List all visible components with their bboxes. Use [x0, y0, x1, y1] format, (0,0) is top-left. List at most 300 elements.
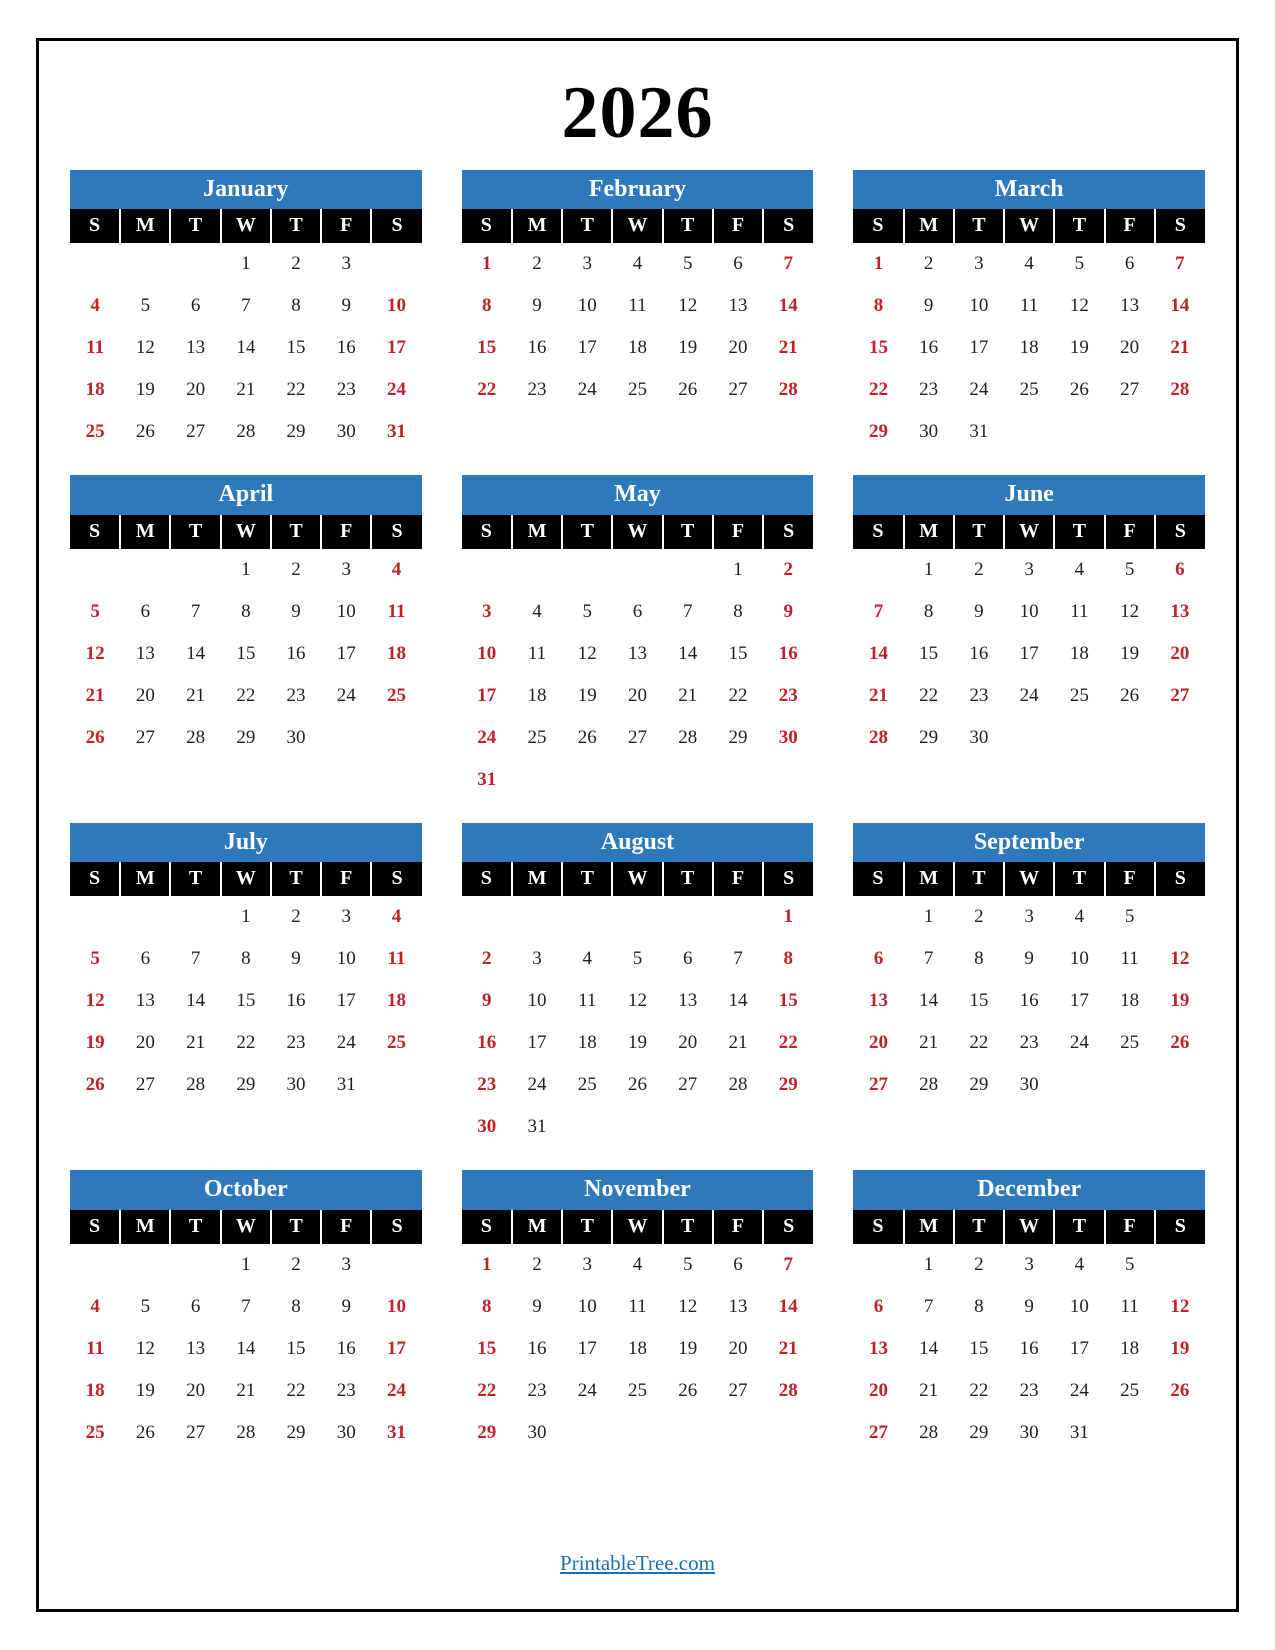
- day-cell[interactable]: 5: [1124, 906, 1135, 928]
- day-cell[interactable]: 26: [1170, 1379, 1190, 1401]
- day-cell[interactable]: 24: [577, 379, 597, 401]
- day-cell[interactable]: 20: [1120, 337, 1140, 359]
- day-cell[interactable]: 29: [236, 1074, 256, 1096]
- day-cell[interactable]: 20: [868, 1379, 888, 1401]
- day-cell[interactable]: 4: [632, 1253, 643, 1275]
- day-cell[interactable]: 25: [85, 1421, 105, 1443]
- day-cell[interactable]: 26: [577, 726, 597, 748]
- day-cell[interactable]: 10: [969, 295, 989, 317]
- day-cell[interactable]: 29: [728, 726, 748, 748]
- day-cell[interactable]: 22: [286, 1379, 306, 1401]
- day-cell[interactable]: 25: [387, 1032, 407, 1054]
- day-cell[interactable]: 17: [527, 1032, 547, 1054]
- day-cell[interactable]: 23: [336, 379, 356, 401]
- day-cell[interactable]: 20: [728, 337, 748, 359]
- day-cell[interactable]: 16: [778, 642, 798, 664]
- day-cell[interactable]: 3: [1024, 558, 1034, 580]
- day-cell[interactable]: 27: [868, 1074, 888, 1096]
- day-cell[interactable]: 11: [86, 1337, 105, 1359]
- day-cell[interactable]: 16: [1019, 1337, 1039, 1359]
- day-cell[interactable]: 26: [85, 726, 105, 748]
- day-cell[interactable]: 16: [527, 1337, 547, 1359]
- day-cell[interactable]: 3: [1024, 906, 1034, 928]
- day-cell[interactable]: 13: [678, 990, 698, 1012]
- day-cell[interactable]: 5: [632, 948, 643, 970]
- day-cell[interactable]: 21: [919, 1379, 939, 1401]
- day-cell[interactable]: 4: [391, 906, 402, 928]
- day-cell[interactable]: 25: [387, 684, 407, 706]
- day-cell[interactable]: 4: [391, 558, 402, 580]
- day-cell[interactable]: 8: [974, 948, 984, 970]
- day-cell[interactable]: 15: [969, 1337, 989, 1359]
- day-cell[interactable]: 26: [1170, 1032, 1190, 1054]
- day-cell[interactable]: 11: [1120, 948, 1139, 970]
- day-cell[interactable]: 3: [341, 906, 352, 928]
- day-cell[interactable]: 28: [236, 1421, 256, 1443]
- day-cell[interactable]: 18: [627, 337, 647, 359]
- day-cell[interactable]: 17: [1069, 1337, 1089, 1359]
- day-cell[interactable]: 25: [1069, 684, 1089, 706]
- day-cell[interactable]: 20: [1170, 642, 1190, 664]
- day-cell[interactable]: 5: [582, 600, 592, 622]
- day-cell[interactable]: 23: [477, 1074, 497, 1096]
- day-cell[interactable]: 24: [336, 1032, 356, 1054]
- day-cell[interactable]: 22: [868, 379, 888, 401]
- day-cell[interactable]: 22: [919, 684, 939, 706]
- day-cell[interactable]: 22: [236, 684, 256, 706]
- day-cell[interactable]: 27: [1170, 684, 1190, 706]
- day-cell[interactable]: 22: [286, 379, 306, 401]
- day-cell[interactable]: 30: [286, 1074, 306, 1096]
- day-cell[interactable]: 20: [186, 379, 206, 401]
- day-cell[interactable]: 18: [387, 990, 407, 1012]
- day-cell[interactable]: 15: [778, 990, 798, 1012]
- day-cell[interactable]: 12: [678, 295, 698, 317]
- day-cell[interactable]: 4: [90, 295, 100, 317]
- day-cell[interactable]: 13: [186, 337, 206, 359]
- day-cell[interactable]: 12: [577, 642, 597, 664]
- day-cell[interactable]: 21: [868, 684, 888, 706]
- day-cell[interactable]: 27: [627, 726, 647, 748]
- day-cell[interactable]: 30: [969, 726, 989, 748]
- day-cell[interactable]: 11: [578, 990, 597, 1012]
- day-cell[interactable]: 22: [728, 684, 748, 706]
- day-cell[interactable]: 9: [532, 1295, 542, 1317]
- day-cell[interactable]: 31: [336, 1074, 356, 1096]
- day-cell[interactable]: 1: [923, 1253, 934, 1275]
- day-cell[interactable]: 19: [1170, 1337, 1190, 1359]
- day-cell[interactable]: 7: [783, 1253, 793, 1275]
- day-cell[interactable]: 8: [241, 600, 251, 622]
- day-cell[interactable]: 29: [477, 1421, 497, 1443]
- day-cell[interactable]: 21: [778, 1337, 798, 1359]
- day-cell[interactable]: 29: [286, 1421, 306, 1443]
- day-cell[interactable]: 21: [85, 684, 105, 706]
- day-cell[interactable]: 10: [527, 990, 547, 1012]
- day-cell[interactable]: 14: [919, 990, 939, 1012]
- day-cell[interactable]: 6: [733, 1253, 743, 1275]
- day-cell[interactable]: 15: [286, 337, 306, 359]
- day-cell[interactable]: 26: [135, 421, 155, 443]
- day-cell[interactable]: 18: [1069, 642, 1089, 664]
- day-cell[interactable]: 27: [186, 421, 206, 443]
- day-cell[interactable]: 25: [627, 379, 647, 401]
- day-cell[interactable]: 9: [341, 295, 352, 317]
- day-cell[interactable]: 17: [577, 337, 597, 359]
- day-cell[interactable]: 29: [919, 726, 939, 748]
- day-cell[interactable]: 1: [241, 906, 251, 928]
- day-cell[interactable]: 11: [1070, 600, 1089, 622]
- day-cell[interactable]: 23: [336, 1379, 356, 1401]
- day-cell[interactable]: 22: [477, 1379, 497, 1401]
- day-cell[interactable]: 10: [577, 295, 597, 317]
- day-cell[interactable]: 7: [241, 295, 251, 317]
- day-cell[interactable]: 12: [85, 642, 105, 664]
- day-cell[interactable]: 31: [1069, 1421, 1089, 1443]
- day-cell[interactable]: 23: [969, 684, 989, 706]
- day-cell[interactable]: 30: [336, 1421, 356, 1443]
- day-cell[interactable]: 13: [868, 1337, 888, 1359]
- day-cell[interactable]: 26: [135, 1421, 155, 1443]
- day-cell[interactable]: 17: [387, 337, 407, 359]
- day-cell[interactable]: 8: [241, 948, 251, 970]
- day-cell[interactable]: 21: [236, 379, 256, 401]
- day-cell[interactable]: 24: [336, 684, 356, 706]
- day-cell[interactable]: 29: [778, 1074, 798, 1096]
- day-cell[interactable]: 13: [186, 1337, 206, 1359]
- day-cell[interactable]: 14: [728, 990, 748, 1012]
- day-cell[interactable]: 3: [341, 558, 352, 580]
- day-cell[interactable]: 12: [1120, 600, 1140, 622]
- day-cell[interactable]: 18: [1120, 990, 1140, 1012]
- day-cell[interactable]: 4: [1024, 253, 1034, 275]
- day-cell[interactable]: 2: [783, 558, 793, 580]
- day-cell[interactable]: 6: [190, 295, 201, 317]
- day-cell[interactable]: 2: [291, 253, 301, 275]
- day-cell[interactable]: 24: [1069, 1379, 1089, 1401]
- day-cell[interactable]: 31: [387, 1421, 407, 1443]
- day-cell[interactable]: 3: [532, 948, 542, 970]
- day-cell[interactable]: 25: [577, 1074, 597, 1096]
- day-cell[interactable]: 25: [1019, 379, 1039, 401]
- day-cell[interactable]: 1: [482, 1253, 492, 1275]
- day-cell[interactable]: 28: [778, 1379, 798, 1401]
- day-cell[interactable]: 26: [678, 379, 698, 401]
- day-cell[interactable]: 5: [140, 295, 151, 317]
- day-cell[interactable]: 3: [341, 1253, 352, 1275]
- day-cell[interactable]: 3: [341, 253, 352, 275]
- day-cell[interactable]: 17: [1019, 642, 1039, 664]
- day-cell[interactable]: 8: [291, 295, 301, 317]
- day-cell[interactable]: 30: [477, 1116, 497, 1138]
- day-cell[interactable]: 24: [969, 379, 989, 401]
- day-cell[interactable]: 2: [923, 253, 934, 275]
- day-cell[interactable]: 16: [286, 642, 306, 664]
- day-cell[interactable]: 9: [291, 600, 301, 622]
- day-cell[interactable]: 19: [678, 1337, 698, 1359]
- day-cell[interactable]: 5: [90, 948, 100, 970]
- day-cell[interactable]: 22: [969, 1379, 989, 1401]
- day-cell[interactable]: 15: [236, 642, 256, 664]
- day-cell[interactable]: 21: [778, 337, 798, 359]
- day-cell[interactable]: 5: [1124, 1253, 1135, 1275]
- day-cell[interactable]: 21: [186, 684, 206, 706]
- day-cell[interactable]: 12: [135, 337, 155, 359]
- day-cell[interactable]: 7: [190, 600, 201, 622]
- day-cell[interactable]: 30: [286, 726, 306, 748]
- day-cell[interactable]: 25: [527, 726, 547, 748]
- day-cell[interactable]: 3: [582, 253, 592, 275]
- day-cell[interactable]: 6: [682, 948, 693, 970]
- day-cell[interactable]: 29: [236, 726, 256, 748]
- day-cell[interactable]: 24: [577, 1379, 597, 1401]
- day-cell[interactable]: 7: [873, 600, 884, 622]
- day-cell[interactable]: 19: [577, 684, 597, 706]
- day-cell[interactable]: 7: [923, 948, 934, 970]
- day-cell[interactable]: 24: [1019, 684, 1039, 706]
- day-cell[interactable]: 12: [1069, 295, 1089, 317]
- day-cell[interactable]: 12: [1170, 1295, 1190, 1317]
- day-cell[interactable]: 10: [577, 1295, 597, 1317]
- day-cell[interactable]: 2: [974, 558, 984, 580]
- day-cell[interactable]: 6: [140, 600, 151, 622]
- day-cell[interactable]: 19: [135, 379, 155, 401]
- day-cell[interactable]: 11: [628, 1295, 647, 1317]
- day-cell[interactable]: 13: [868, 990, 888, 1012]
- day-cell[interactable]: 9: [532, 295, 542, 317]
- day-cell[interactable]: 30: [527, 1421, 547, 1443]
- day-cell[interactable]: 24: [387, 379, 407, 401]
- day-cell[interactable]: 2: [974, 1253, 984, 1275]
- day-cell[interactable]: 29: [969, 1074, 989, 1096]
- day-cell[interactable]: 27: [135, 1074, 155, 1096]
- day-cell[interactable]: 8: [482, 1295, 492, 1317]
- day-cell[interactable]: 25: [1120, 1379, 1140, 1401]
- day-cell[interactable]: 11: [1020, 295, 1039, 317]
- day-cell[interactable]: 15: [477, 337, 497, 359]
- day-cell[interactable]: 3: [582, 1253, 592, 1275]
- day-cell[interactable]: 2: [291, 906, 301, 928]
- day-cell[interactable]: 13: [728, 295, 748, 317]
- day-cell[interactable]: 21: [236, 1379, 256, 1401]
- day-cell[interactable]: 20: [135, 1032, 155, 1054]
- day-cell[interactable]: 28: [778, 379, 798, 401]
- day-cell[interactable]: 6: [873, 948, 884, 970]
- day-cell[interactable]: 28: [186, 1074, 206, 1096]
- day-cell[interactable]: 1: [873, 253, 884, 275]
- day-cell[interactable]: 4: [632, 253, 643, 275]
- day-cell[interactable]: 25: [627, 1379, 647, 1401]
- day-cell[interactable]: 31: [969, 421, 989, 443]
- day-cell[interactable]: 27: [728, 379, 748, 401]
- day-cell[interactable]: 1: [241, 1253, 251, 1275]
- day-cell[interactable]: 21: [678, 684, 698, 706]
- day-cell[interactable]: 4: [1074, 558, 1085, 580]
- day-cell[interactable]: 21: [728, 1032, 748, 1054]
- day-cell[interactable]: 1: [733, 558, 743, 580]
- day-cell[interactable]: 18: [85, 1379, 105, 1401]
- day-cell[interactable]: 29: [969, 1421, 989, 1443]
- day-cell[interactable]: 13: [135, 990, 155, 1012]
- day-cell[interactable]: 16: [969, 642, 989, 664]
- day-cell[interactable]: 2: [532, 253, 542, 275]
- day-cell[interactable]: 9: [341, 1295, 352, 1317]
- day-cell[interactable]: 14: [236, 337, 256, 359]
- day-cell[interactable]: 10: [1069, 948, 1089, 970]
- day-cell[interactable]: 6: [190, 1295, 201, 1317]
- day-cell[interactable]: 12: [85, 990, 105, 1012]
- day-cell[interactable]: 30: [919, 421, 939, 443]
- day-cell[interactable]: 6: [733, 253, 743, 275]
- day-cell[interactable]: 23: [1019, 1379, 1039, 1401]
- day-cell[interactable]: 16: [336, 1337, 356, 1359]
- day-cell[interactable]: 1: [241, 253, 251, 275]
- day-cell[interactable]: 15: [236, 990, 256, 1012]
- day-cell[interactable]: 17: [477, 684, 497, 706]
- day-cell[interactable]: 30: [336, 421, 356, 443]
- day-cell[interactable]: 24: [1069, 1032, 1089, 1054]
- day-cell[interactable]: 26: [627, 1074, 647, 1096]
- day-cell[interactable]: 12: [135, 1337, 155, 1359]
- day-cell[interactable]: 11: [387, 948, 406, 970]
- day-cell[interactable]: 19: [1120, 642, 1140, 664]
- day-cell[interactable]: 14: [778, 295, 798, 317]
- day-cell[interactable]: 9: [482, 990, 492, 1012]
- day-cell[interactable]: 12: [627, 990, 647, 1012]
- day-cell[interactable]: 16: [1019, 990, 1039, 1012]
- day-cell[interactable]: 23: [286, 684, 306, 706]
- day-cell[interactable]: 31: [527, 1116, 547, 1138]
- day-cell[interactable]: 18: [1019, 337, 1039, 359]
- day-cell[interactable]: 18: [527, 684, 547, 706]
- day-cell[interactable]: 4: [1074, 906, 1085, 928]
- day-cell[interactable]: 13: [627, 642, 647, 664]
- day-cell[interactable]: 4: [532, 600, 542, 622]
- day-cell[interactable]: 6: [873, 1295, 884, 1317]
- day-cell[interactable]: 3: [974, 253, 984, 275]
- day-cell[interactable]: 25: [85, 421, 105, 443]
- day-cell[interactable]: 18: [387, 642, 407, 664]
- day-cell[interactable]: 4: [1074, 1253, 1085, 1275]
- day-cell[interactable]: 3: [1024, 1253, 1034, 1275]
- day-cell[interactable]: 28: [868, 726, 888, 748]
- day-cell[interactable]: 22: [236, 1032, 256, 1054]
- day-cell[interactable]: 22: [969, 1032, 989, 1054]
- day-cell[interactable]: 6: [140, 948, 151, 970]
- day-cell[interactable]: 15: [868, 337, 888, 359]
- day-cell[interactable]: 15: [919, 642, 939, 664]
- day-cell[interactable]: 6: [632, 600, 643, 622]
- day-cell[interactable]: 8: [482, 295, 492, 317]
- day-cell[interactable]: 14: [678, 642, 698, 664]
- day-cell[interactable]: 7: [241, 1295, 251, 1317]
- day-cell[interactable]: 15: [969, 990, 989, 1012]
- day-cell[interactable]: 23: [919, 379, 939, 401]
- day-cell[interactable]: 27: [1120, 379, 1140, 401]
- day-cell[interactable]: 13: [135, 642, 155, 664]
- day-cell[interactable]: 5: [1124, 558, 1135, 580]
- day-cell[interactable]: 22: [477, 379, 497, 401]
- day-cell[interactable]: 29: [868, 421, 888, 443]
- day-cell[interactable]: 10: [477, 642, 497, 664]
- day-cell[interactable]: 5: [140, 1295, 151, 1317]
- day-cell[interactable]: 26: [85, 1074, 105, 1096]
- day-cell[interactable]: 31: [387, 421, 407, 443]
- day-cell[interactable]: 29: [286, 421, 306, 443]
- day-cell[interactable]: 17: [387, 1337, 407, 1359]
- day-cell[interactable]: 23: [527, 379, 547, 401]
- day-cell[interactable]: 1: [241, 558, 251, 580]
- day-cell[interactable]: 16: [919, 337, 939, 359]
- day-cell[interactable]: 8: [974, 1295, 984, 1317]
- day-cell[interactable]: 16: [336, 337, 356, 359]
- day-cell[interactable]: 31: [477, 768, 497, 790]
- day-cell[interactable]: 22: [778, 1032, 798, 1054]
- day-cell[interactable]: 14: [778, 1295, 798, 1317]
- day-cell[interactable]: 7: [190, 948, 201, 970]
- day-cell[interactable]: 26: [1120, 684, 1140, 706]
- day-cell[interactable]: 2: [532, 1253, 542, 1275]
- day-cell[interactable]: 21: [186, 1032, 206, 1054]
- day-cell[interactable]: 19: [1069, 337, 1089, 359]
- day-cell[interactable]: 14: [868, 642, 888, 664]
- day-cell[interactable]: 28: [186, 726, 206, 748]
- day-cell[interactable]: 26: [1069, 379, 1089, 401]
- day-cell[interactable]: 12: [1170, 948, 1190, 970]
- day-cell[interactable]: 3: [482, 600, 492, 622]
- day-cell[interactable]: 5: [682, 1253, 693, 1275]
- day-cell[interactable]: 5: [90, 600, 100, 622]
- day-cell[interactable]: 11: [628, 295, 647, 317]
- day-cell[interactable]: 18: [85, 379, 105, 401]
- day-cell[interactable]: 1: [923, 558, 934, 580]
- day-cell[interactable]: 5: [682, 253, 693, 275]
- day-cell[interactable]: 10: [1069, 1295, 1089, 1317]
- day-cell[interactable]: 30: [1019, 1074, 1039, 1096]
- day-cell[interactable]: 15: [728, 642, 748, 664]
- day-cell[interactable]: 8: [733, 600, 743, 622]
- day-cell[interactable]: 13: [728, 1295, 748, 1317]
- day-cell[interactable]: 1: [482, 253, 492, 275]
- day-cell[interactable]: 8: [291, 1295, 301, 1317]
- day-cell[interactable]: 16: [527, 337, 547, 359]
- day-cell[interactable]: 1: [783, 906, 793, 928]
- day-cell[interactable]: 23: [778, 684, 798, 706]
- day-cell[interactable]: 10: [1019, 600, 1039, 622]
- day-cell[interactable]: 1: [923, 906, 934, 928]
- day-cell[interactable]: 10: [387, 1295, 407, 1317]
- day-cell[interactable]: 11: [1120, 1295, 1139, 1317]
- day-cell[interactable]: 7: [733, 948, 743, 970]
- day-cell[interactable]: 20: [728, 1337, 748, 1359]
- day-cell[interactable]: 18: [627, 1337, 647, 1359]
- day-cell[interactable]: 20: [135, 684, 155, 706]
- day-cell[interactable]: 28: [236, 421, 256, 443]
- day-cell[interactable]: 25: [1120, 1032, 1140, 1054]
- day-cell[interactable]: 18: [577, 1032, 597, 1054]
- day-cell[interactable]: 7: [923, 1295, 934, 1317]
- day-cell[interactable]: 17: [336, 990, 356, 1012]
- day-cell[interactable]: 7: [783, 253, 793, 275]
- day-cell[interactable]: 21: [1170, 337, 1190, 359]
- day-cell[interactable]: 2: [291, 1253, 301, 1275]
- day-cell[interactable]: 6: [1124, 253, 1135, 275]
- day-cell[interactable]: 16: [286, 990, 306, 1012]
- day-cell[interactable]: 9: [291, 948, 301, 970]
- day-cell[interactable]: 7: [682, 600, 693, 622]
- day-cell[interactable]: 9: [974, 600, 984, 622]
- day-cell[interactable]: 27: [728, 1379, 748, 1401]
